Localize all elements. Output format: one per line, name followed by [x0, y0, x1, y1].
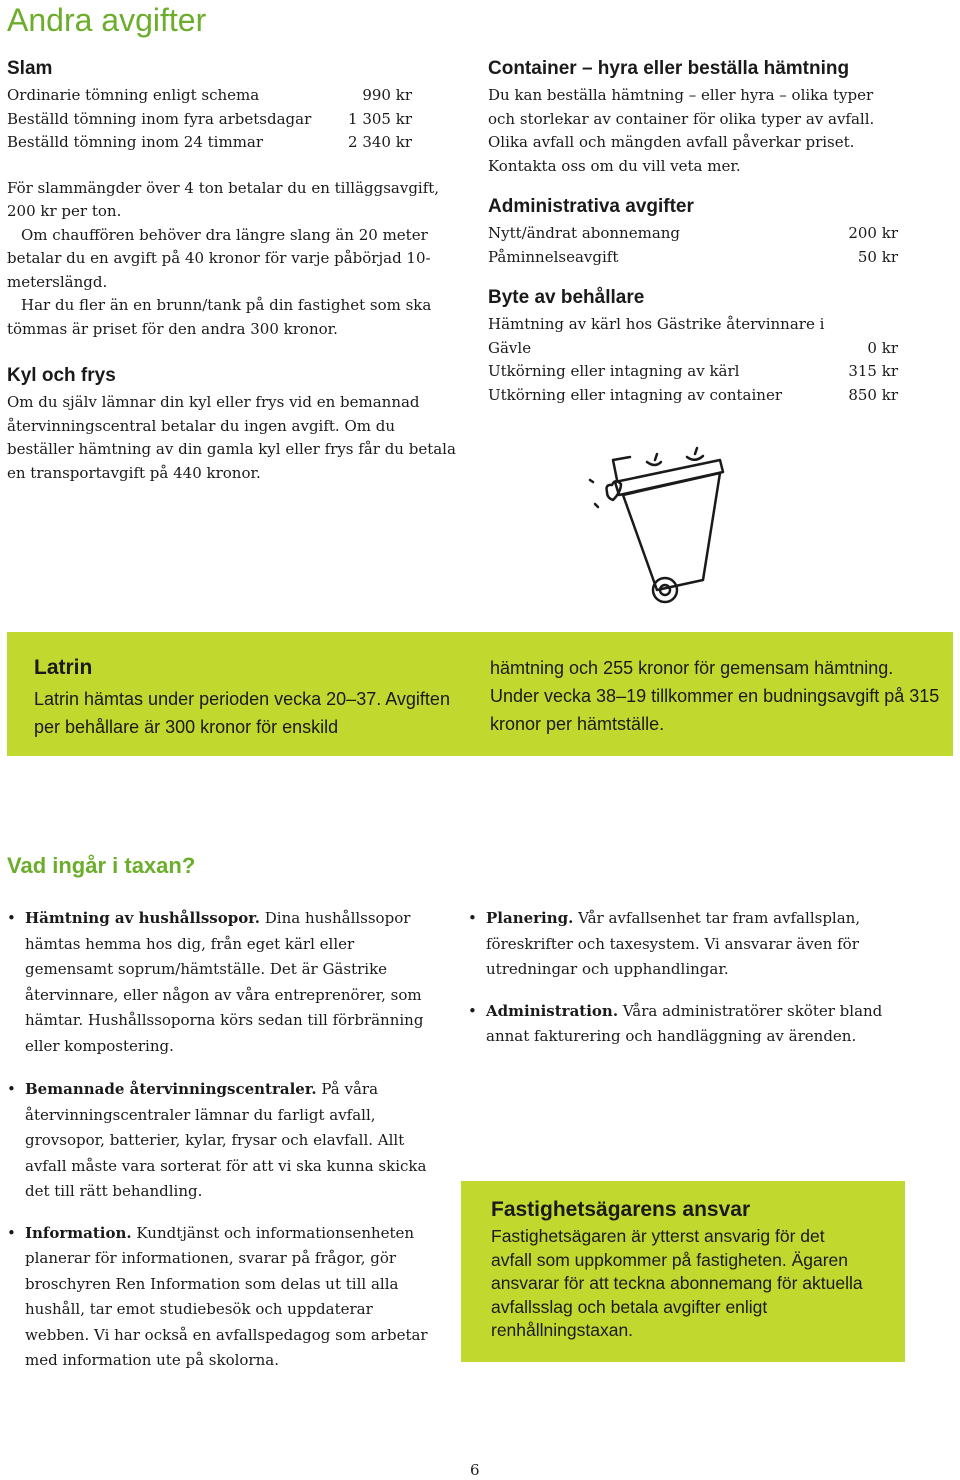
latrin-heading: Latrin [34, 656, 93, 679]
right-section [488, 58, 898, 407]
ansvar-box [461, 1181, 905, 1362]
ansvar-text: Fastighetsägaren är ytterst ansvarig för det avfall som uppkommer på fastigheten. Ägaren ansvarar för att teckna abonnemang för aktuella avfallsslag och betala avgifter enligt renhållningstaxan. [491, 1226, 863, 1340]
waste-bin-illustration [585, 440, 735, 610]
byte-row: Hämtning av kärl hos Gästrike återvinnare i Gävle 0 kr [488, 315, 898, 357]
slam-para: Har du fler än en brunn/tank på din fastighet som ska tömmas är priset för den andra 300 kronor. [7, 296, 432, 338]
slam-section [7, 58, 459, 485]
taxan-heading: Vad ingår i taxan? [7, 853, 196, 878]
container-text: Du kan beställa hämtning – eller hyra – olika typer och storlekar av container för olika typer av avfall. Olika avfall och mängden avfall påverkar priset. Kontakta oss om du vill veta mer. [488, 86, 875, 175]
slam-row: Ordinarie tömning enligt schema 990 kr [7, 86, 412, 104]
admin-row: Påminnelseavgift 50 kr [488, 247, 898, 266]
kyl-text: Om du själv lämnar din kyl eller frys vid en bemannad återvinningscentral betalar du ingen avgift. Om du beställer hämtning av din gamla kyl eller frys får du betala en transportavgift på 440 kronor. [7, 393, 456, 482]
page-title: Andra avgifter [7, 2, 207, 38]
slam-row: Beställd tömning inom fyra arbetsdagar 1 305 kr [7, 109, 412, 128]
list-item: • Hämtning av hushållssopor. Dina hushållssopor hämtas hemma hos dig, från eget kärl eller gemensamt soprum/hämtställe. Det är Gästrike återvinnare, eller någon av våra entreprenörer, som hämtar. Hushållssoporna körs sedan till förbränning eller kompostering. [7, 906, 437, 1059]
byte-heading: Byte av behållare [488, 287, 645, 308]
slam-para: För slammängder över 4 ton betalar du en tilläggsavgift, 200 kr per ton. [7, 178, 440, 220]
latrin-box [7, 632, 953, 756]
container-heading: Container – hyra eller beställa hämtning [488, 58, 850, 79]
byte-row: Utkörning eller intagning av container 850 kr [488, 385, 898, 404]
list-item: • Bemannade återvinningscentraler. På våra återvinningscentraler lämnar du farligt avfall, grovsopor, batterier, kylar, frysar och elavfall. Allt avfall måste vara sorterat för att vi ska kunna skicka det till rätt behandling. [7, 1077, 437, 1205]
latrin-text-2: hämtning och 255 kronor för gemensam hämtning. Under vecka 38–19 tillkommer en budningsavgift på 315 kronor per hämtställe. [490, 658, 940, 734]
page-number: 6 [470, 1461, 480, 1479]
admin-heading: Administrativa avgifter [488, 196, 694, 217]
list-item: • Planering. Vår avfallsenhet tar fram avfallsplan, föreskrifter och taxesystem. Vi ansvarar även för utredningar och upphandlingar. [468, 906, 888, 983]
admin-row: Nytt/ändrat abonnemang 200 kr [488, 224, 898, 242]
slam-row: Beställd tömning inom 24 timmar 2 340 kr [7, 133, 412, 151]
kyl-heading: Kyl och frys [7, 365, 116, 386]
taxan-list-left [7, 906, 437, 1390]
taxan-list-right [468, 906, 888, 1066]
ansvar-heading: Fastighetsägarens ansvar [491, 1198, 751, 1221]
byte-row: Utkörning eller intagning av kärl 315 kr [488, 362, 898, 380]
latrin-text-1: Latrin hämtas under perioden vecka 20–37. Avgiften per behållare är 300 kronor för enskild [34, 689, 450, 737]
list-item: • Administration. Våra administratörer sköter bland annat fakturering och handläggning av ärenden. [468, 999, 888, 1050]
list-item: • Information. Kundtjänst och informationsenheten planerar för informationen, svarar på frågor, gör broschyren Ren Information som delas ut till alla hushåll, tar emot studiebesök och uppdaterar webben. Vi har också en avfallspedagog som arbetar med information ute på skolorna. [7, 1221, 437, 1374]
slam-heading: Slam [7, 58, 53, 79]
slam-para: Om chauffören behöver dra längre slang än 20 meter betalar du en avgift på 40 kronor för varje påbörjad 10-meterslängd. [7, 225, 431, 291]
